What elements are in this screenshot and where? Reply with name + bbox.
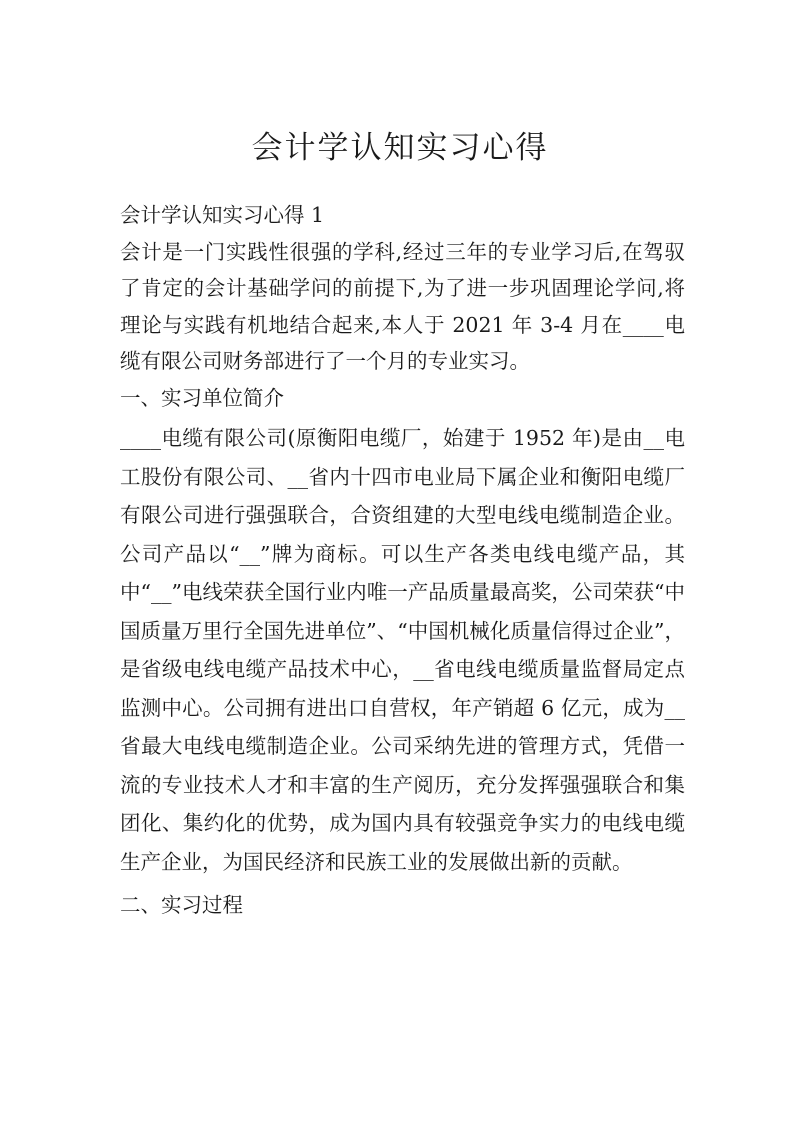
- section-1-paragraph: ____电缆有限公司(原衡阳电缆厂，始建于 1952 年)是由__电工股份有限公司、__省内十四市电业局下属企业和衡阳电缆厂有限公司进行强强联合，合资组建的大型电线电缆制造企业。公司产品以“__”牌为商标。可以生产各类电线电缆产品，其中“__”电线荣获全国行业内唯一产品质量最高奖，公司荣获“中国质量万里行全国先进单位”、“中国机械化质量信得过企业”，是省级电线电缆产品技术中心，__省电线电缆质量监督局定点监测中心。公司拥有进出口自营权，年产销超 6 亿元，成为__省最大电线电缆制造企业。公司采纳先进的管理方式，凭借一流的专业技术人才和丰富的生产阅历，充分发挥强强联合和集团化、集约化的优势，成为国内具有较强竞争实力的电线电缆生产企业，为国民经济和民族工业的发展做出新的贡献。: [120, 426, 685, 874]
- document-subtitle: 会计学认知实习心得 1: [120, 203, 325, 227]
- intro-paragraph: 会计是一门实践性很强的学科,经过三年的专业学习后,在驾驭了肯定的会计基础学问的前提下,为了进一步巩固理论学问,将理论与实践有机地结合起来,本人于 2021 年 3-4 月在____电缆有限公司财务部进行了一个月的专业实习。: [120, 239, 685, 373]
- section-2-heading: 二、实习过程: [120, 893, 243, 917]
- document-body: [120, 197, 685, 924]
- document-title: 会计学认知实习心得: [251, 130, 549, 166]
- section-1-heading: 一、实习单位简介: [120, 385, 284, 410]
